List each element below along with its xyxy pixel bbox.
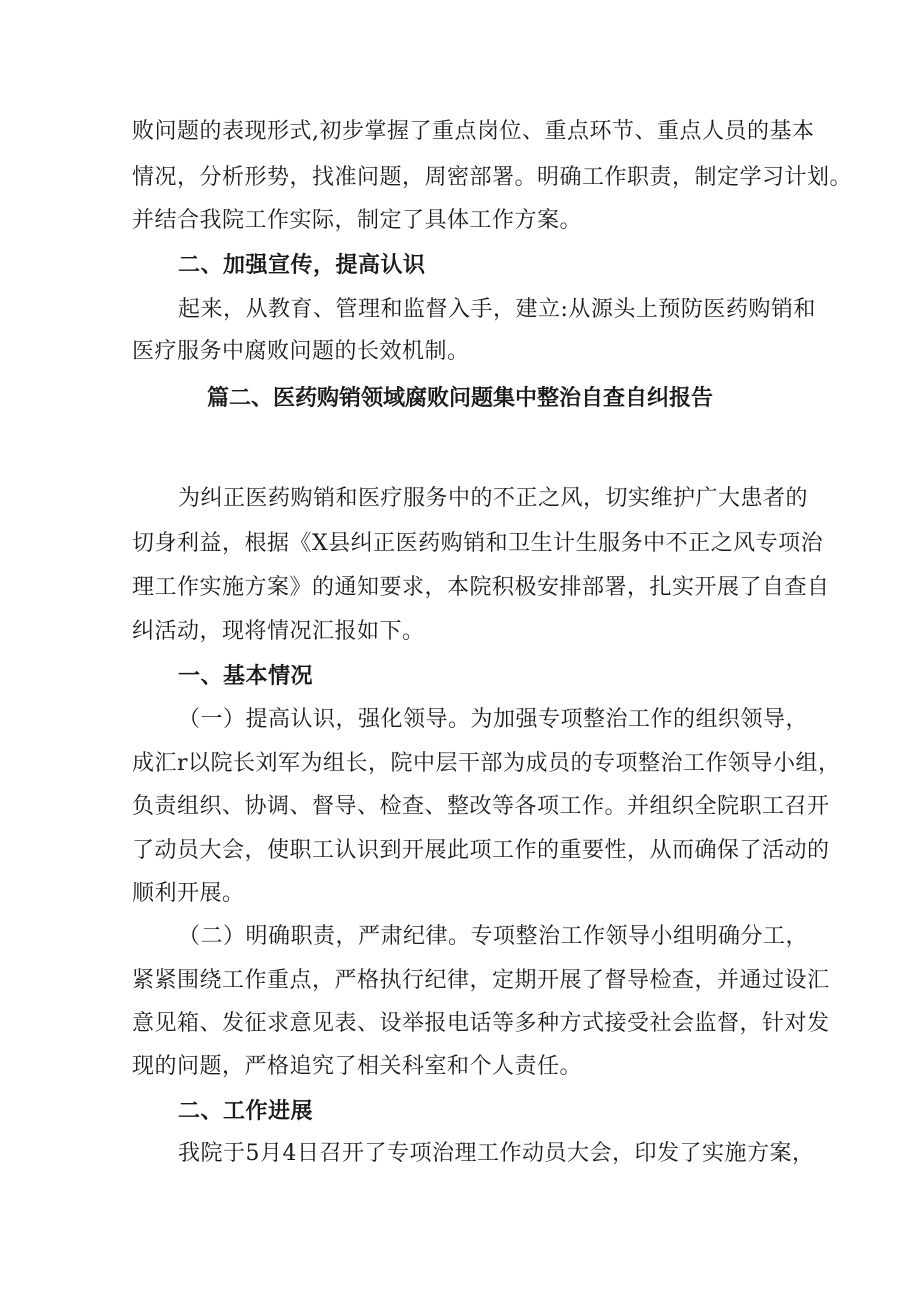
document-title: 篇二、医药购销领域腐败问题集中整治自查自纠报告 [206, 386, 713, 411]
paragraph-line: （二）明确职责，严肃纪律。专项整治工作领导小组明确分工， [178, 924, 809, 949]
paragraph-line: 负责组织、协调、督导、检查、整改等各项工作。并组织全院职工召开 [132, 794, 830, 819]
paragraph-line: 为纠正医药购销和医疗服务中的不正之风，切实维护广大患者的 [178, 486, 809, 511]
paragraph-line: 意见箱、发征求意见表、设举报电话等多种方式接受社会监督，针对发 [132, 1011, 830, 1036]
paragraph-line: 理工作实施方案》的通知要求，本院积极安排部署，扎实开展了自查自 [132, 575, 830, 600]
paragraph-line: 现的问题，严格追究了相关科室和个人责任。 [132, 1054, 583, 1079]
section-heading: 二、工作进展 [178, 1099, 314, 1124]
paragraph-line: 我院于5月4日召开了专项治理工作动员大会，印发了实施方案， [178, 1141, 815, 1166]
paragraph-line: 纠活动，现将情况汇报如下。 [132, 619, 425, 644]
paragraph-line: 顺利开展。 [132, 881, 245, 906]
paragraph-line: 成汇r以院长刘军为组长，院中层干部为成员的专项整治工作领导小组， [132, 751, 841, 776]
section-heading: 二、加强宣传，提高认识 [178, 253, 426, 278]
paragraph-line: 情况，分析形势，找准问题，周密部署。明确工作职责，制定学习计划。 [132, 165, 853, 190]
paragraph-line: 切身利益，根据《X县纠正医药购销和卫生计生服务中不正之风专项治 [132, 531, 824, 556]
paragraph-line: 起来，从教育、管理和监督入手，建立:从源头上预防医药购销和 [178, 297, 816, 322]
paragraph-line: 了动员大会，使职工认识到开展此项工作的重要性，从而确保了活动的 [132, 838, 830, 863]
paragraph-line: 并结合我院工作实际，制定了具体工作方案。 [132, 208, 583, 233]
paragraph-line: 医疗服务中腐败问题的长效机制。 [132, 339, 470, 364]
paragraph-line: 败问题的表现形式,初步掌握了重点岗位、重点环节、重点人员的基本 [132, 119, 815, 144]
paragraph-line: （一）提高认识，强化领导。为加强专项整治工作的组织领导， [178, 707, 809, 732]
paragraph-line: 紧紧围绕工作重点，严格执行纪律，定期开展了督导检查，并通过设汇 [132, 968, 830, 993]
section-heading: 一、基本情况 [178, 664, 314, 689]
